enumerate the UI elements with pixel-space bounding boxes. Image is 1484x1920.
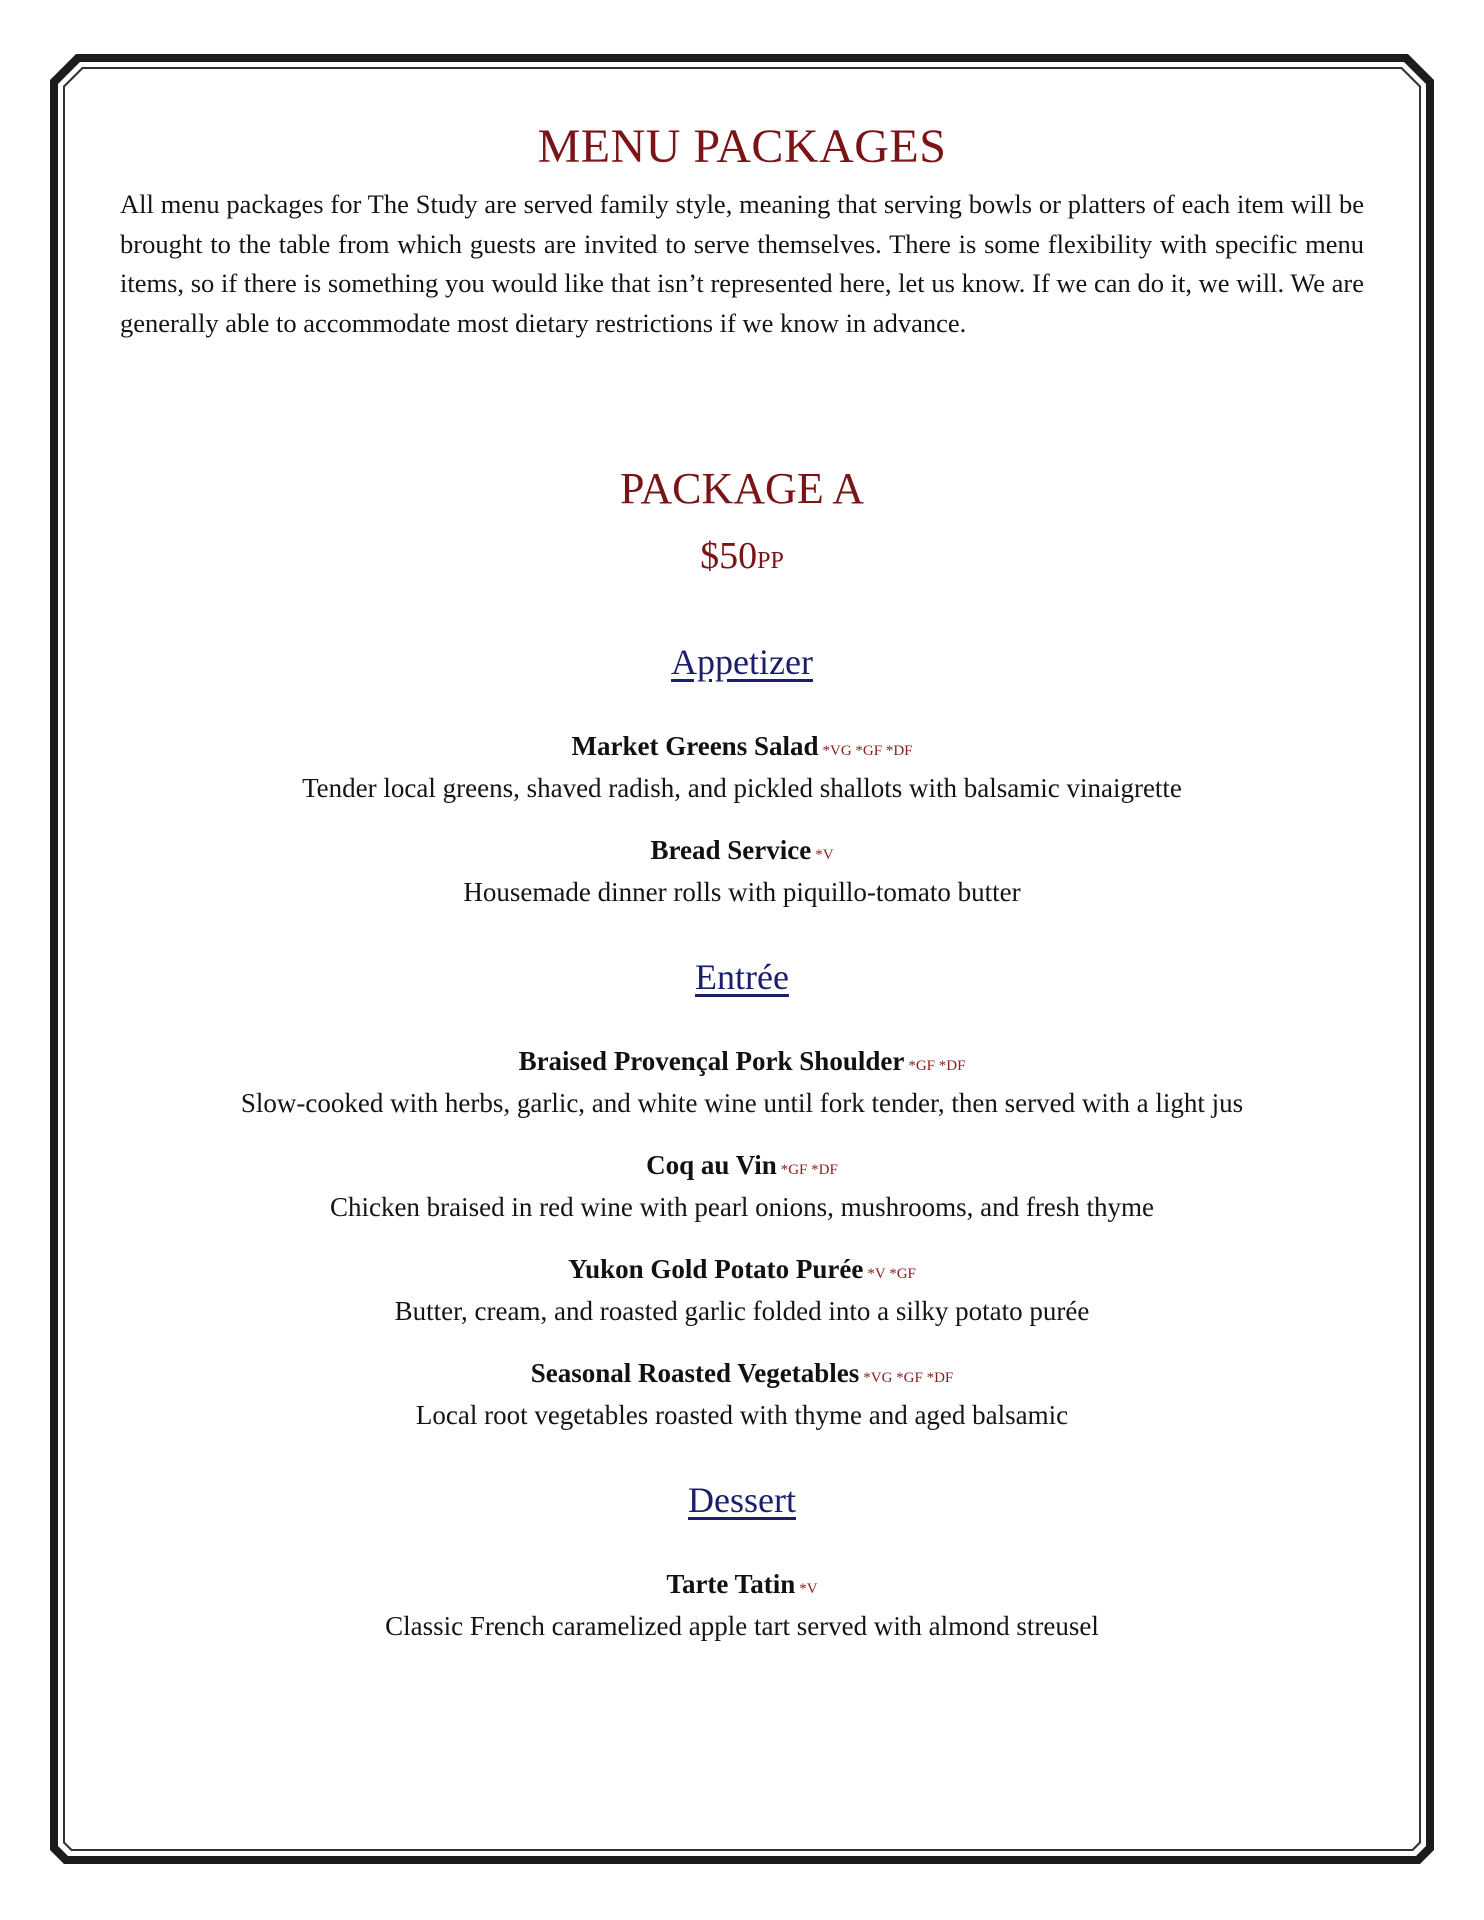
- price-unit: PP: [757, 548, 784, 574]
- menu-item: [120, 1147, 1364, 1226]
- entree-list: [120, 1043, 1364, 1434]
- package-title: PACKAGE A: [619, 464, 865, 513]
- section-heading-dessert: Dessert: [688, 1480, 796, 1520]
- dietary-tags: *VG *GF *DF: [863, 1370, 954, 1386]
- item-description: Local root vegetables roasted with thyme and aged balsamic: [415, 1400, 1069, 1430]
- appetizer-list: [120, 728, 1364, 911]
- price-amount: $50: [700, 535, 758, 577]
- section-heading-entree: Entrée: [695, 957, 789, 997]
- menu-content: [120, 115, 1364, 1670]
- dessert-list: [120, 1566, 1364, 1645]
- dietary-tags: *V *GF: [867, 1266, 916, 1282]
- dietary-tags: *V: [815, 847, 834, 863]
- page-title: MENU PACKAGES: [537, 120, 947, 173]
- item-description: Butter, cream, and roasted garlic folded into a silky potato purée: [394, 1296, 1090, 1326]
- item-description: Slow-cooked with herbs, garlic, and white wine until fork tender, then served with a light jus: [240, 1088, 1244, 1118]
- package-price: [120, 531, 1364, 586]
- menu-item: [120, 1043, 1364, 1122]
- item-name: Market Greens Salad: [571, 731, 819, 761]
- section-heading-appetizer: Appetizer: [671, 642, 813, 682]
- dietary-tags: *V: [799, 1581, 818, 1597]
- item-description: Classic French caramelized apple tart served with almond streusel: [385, 1611, 1099, 1641]
- item-name: Yukon Gold Potato Purée: [568, 1254, 864, 1284]
- menu-item: [120, 1355, 1364, 1434]
- menu-item: [120, 728, 1364, 807]
- dietary-tags: *GF *DF: [908, 1058, 966, 1074]
- dietary-tags: *VG *GF *DF: [822, 743, 913, 759]
- intro-paragraph: All menu packages for The Study are served family style, meaning that serving bowls or platters of each item will be brought to the table from which guests are invited to serve themselves. There is some flexibility with specific menu items, so if there is something you would like that isn’t represented here, let us know. If we can do it, we will. We are generally able to accommodate most dietary restrictions if we know in advance.: [120, 189, 1364, 338]
- menu-item: [120, 1566, 1364, 1645]
- item-name: Coq au Vin: [646, 1150, 777, 1180]
- item-name: Tarte Tatin: [666, 1569, 796, 1599]
- item-description: Housemade dinner rolls with piquillo-tomato butter: [463, 877, 1021, 907]
- item-description: Chicken braised in red wine with pearl onions, mushrooms, and fresh thyme: [329, 1192, 1155, 1222]
- item-name: Bread Service: [650, 835, 812, 865]
- item-description: Tender local greens, shaved radish, and pickled shallots with balsamic vinaigrette: [302, 773, 1182, 803]
- menu-item: [120, 1251, 1364, 1330]
- item-name: Braised Provençal Pork Shoulder: [518, 1046, 905, 1076]
- item-name: Seasonal Roasted Vegetables: [530, 1358, 860, 1388]
- dietary-tags: *GF *DF: [780, 1162, 838, 1178]
- menu-item: [120, 832, 1364, 911]
